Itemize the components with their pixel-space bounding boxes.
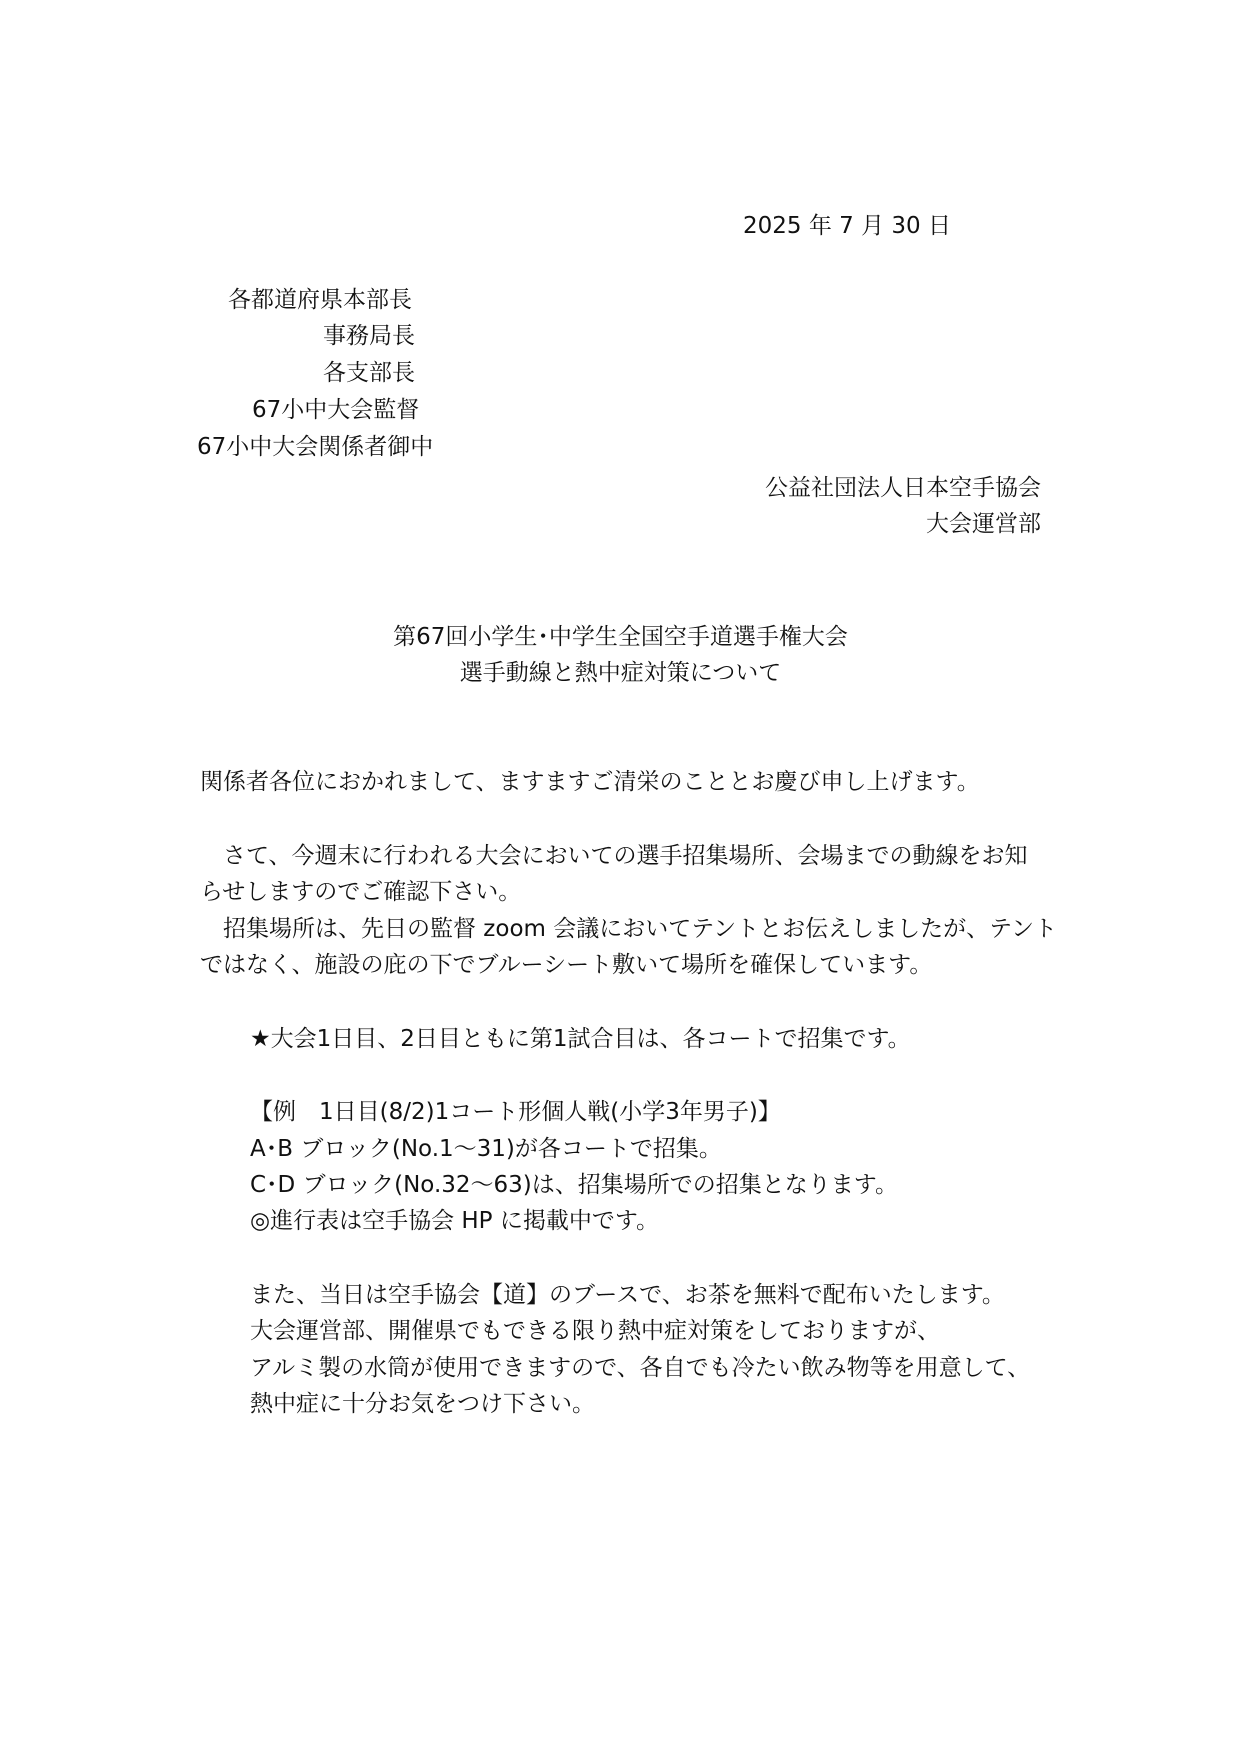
notice-first-match-call: ★大会1日目、2日目ともに第1試合目は、各コートで招集です。 [250,1026,911,1052]
document-title-line2: 選手動線と熱中症対策について [459,660,782,686]
example-line: C･D ブロック(No.32～63)は、招集場所での招集となります。 [250,1172,898,1198]
example-line: A･B ブロック(No.1～31)が各コートで招集。 [250,1136,722,1162]
paragraph-line: らせしますのでご確認下さい。 [200,879,522,905]
example-heading: 【例 1日目(8/2)1コート形個人戦(小学3年男子)】 [250,1099,781,1125]
recipient-prefectural-heads: 各都道府県本部長 [228,287,412,313]
recipient-related-parties: 67小中大会関係者御中 [197,434,434,460]
recipient-secretariat-heads: 事務局長 [323,323,415,349]
paragraph-line: 招集場所は、先日の監督 zoom 会議においてテントとお伝えしましたが、テント [200,916,1057,942]
recipient-coaches: 67小中大会監督 [252,397,420,423]
closing-line: 熱中症に十分お気をつけ下さい。 [250,1391,595,1417]
sender-department: 大会運営部 [926,511,1041,537]
document-date: 2025 年 7 月 30 日 [743,213,951,239]
document-title-line1: 第67回小学生･中学生全国空手道選手権大会 [393,624,848,650]
closing-line: また、当日は空手協会【道】のブースで、お茶を無料で配布いたします。 [250,1282,1005,1308]
closing-line: アルミ製の水筒が使用できますので、各自でも冷たい飲み物等を用意して、 [250,1355,1031,1381]
greeting: 関係者各位におかれまして、ますますご清栄のこととお慶び申し上げます。 [200,769,980,795]
closing-line: 大会運営部、開催県でもできる限り熱中症対策をしておりますが、 [250,1318,940,1344]
paragraph-line: ではなく、施設の庇の下でブルーシート敷いて場所を確保しています。 [200,952,933,978]
paragraph-line: さて、今週末に行われる大会においての選手招集場所、会場までの動線をお知 [200,843,1028,869]
sender-organization: 公益社団法人日本空手協会 [765,475,1041,501]
recipient-branch-heads: 各支部長 [323,360,415,386]
example-line: ◎進行表は空手協会 HP に掲載中です。 [250,1208,660,1234]
